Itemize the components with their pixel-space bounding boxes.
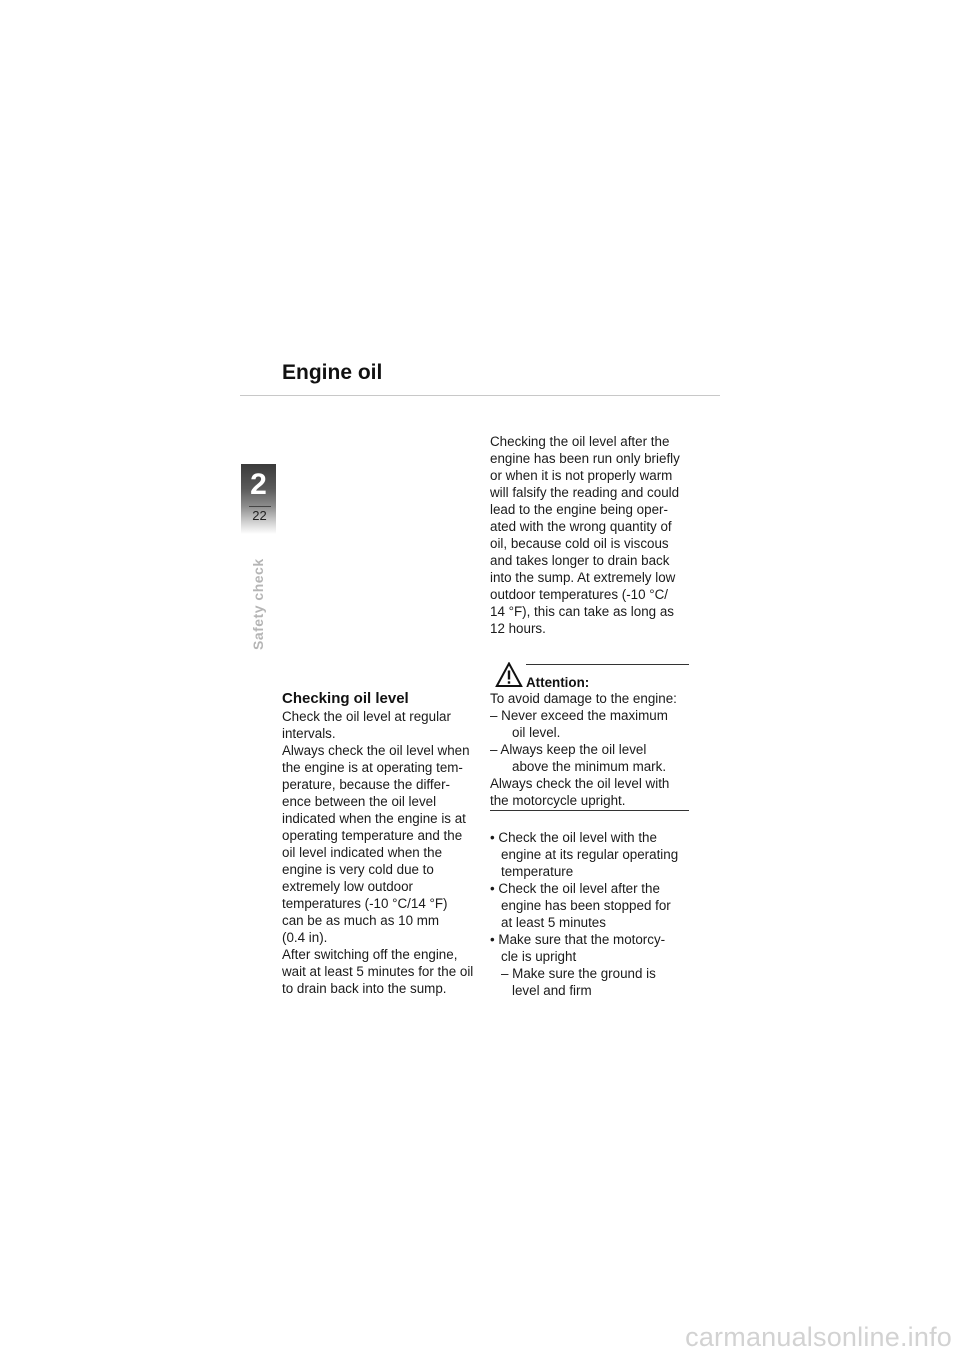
paragraph-line: the engine is at operating tem-	[282, 760, 463, 775]
attention-outro: Always check the oil level with	[490, 776, 670, 791]
paragraph-line: engine has been run only briefly	[490, 451, 680, 466]
sub-list-item: – Make sure the ground is	[501, 966, 656, 981]
watermark: carmanualsonline.info	[685, 1322, 952, 1352]
attention-bottom-rule	[490, 810, 689, 811]
paragraph-line: can be as much as 10 mm	[282, 913, 440, 928]
attention-label: Attention:	[526, 675, 590, 690]
list-item-cont: engine at its regular operating	[501, 847, 679, 862]
paragraph-line: After switching off the engine,	[282, 947, 458, 962]
paragraph-line: ated with the wrong quantity of	[490, 519, 672, 534]
list-item-cont: cle is upright	[501, 949, 577, 964]
paragraph-line: ence between the oil level	[282, 794, 437, 809]
section-heading: Checking oil level	[282, 690, 409, 707]
paragraph-line: Checking the oil level after the	[490, 434, 670, 449]
attention-body	[490, 690, 690, 809]
attention-top-rule	[526, 664, 689, 665]
paragraph-line: will falsify the reading and could	[490, 485, 680, 500]
list-item-cont: at least 5 minutes	[501, 915, 606, 930]
chapter-number: 2	[250, 468, 267, 501]
section-side-label: Safety check	[250, 558, 266, 650]
paragraph-line: Always check the oil level when	[282, 743, 470, 758]
paragraph-line: intervals.	[282, 726, 336, 741]
paragraph-line: wait at least 5 minutes for the oil	[282, 964, 474, 979]
paragraph-line: engine is very cold due to	[282, 862, 434, 877]
paragraph-line: outdoor temperatures (-10 °C/	[490, 587, 669, 602]
paragraph-line: 14 °F), this can take as long as	[490, 604, 674, 619]
list-item-cont: temperature	[501, 864, 574, 879]
paragraph-line: oil, because cold oil is viscous	[490, 536, 669, 551]
attention-outro: the motorcycle upright.	[490, 793, 626, 808]
paragraph-line: perature, because the differ-	[282, 777, 450, 792]
paragraph-line: extremely low outdoor	[282, 879, 413, 894]
right-column-paragraph	[490, 433, 690, 637]
paragraph-line: or when it is not properly warm	[490, 468, 673, 483]
list-item: • Check the oil level with the	[490, 830, 657, 845]
page-number: 22	[252, 508, 267, 523]
paragraph-line: 12 hours.	[490, 621, 546, 636]
page-title: Engine oil	[282, 361, 383, 384]
paragraph-line: oil level indicated when the	[282, 845, 443, 860]
warning-triangle-icon	[495, 662, 523, 688]
attention-intro: To avoid damage to the engine:	[490, 691, 677, 706]
attention-item: – Always keep the oil level	[490, 742, 647, 757]
steps-list	[490, 829, 690, 999]
paragraph-line: indicated when the engine is at	[282, 811, 466, 826]
attention-item-cont: above the minimum mark.	[512, 759, 667, 774]
left-column	[282, 690, 482, 997]
list-item: • Make sure that the motorcy-	[490, 932, 666, 947]
list-item: • Check the oil level after the	[490, 881, 660, 896]
attention-item-cont: oil level.	[512, 725, 561, 740]
paragraph-line: temperatures (-10 °C/14 °F)	[282, 896, 448, 911]
sub-list-item-cont: level and firm	[512, 983, 592, 998]
title-rule	[240, 395, 720, 396]
paragraph-line: lead to the engine being oper-	[490, 502, 668, 517]
paragraph-line: Check the oil level at regular	[282, 709, 451, 724]
chapter-tab-rule	[249, 506, 271, 507]
paragraph-line: (0.4 in).	[282, 930, 328, 945]
list-item-cont: engine has been stopped for	[501, 898, 671, 913]
attention-item: – Never exceed the maximum	[490, 708, 668, 723]
paragraph-line: to drain back into the sump.	[282, 981, 447, 996]
paragraph-line: operating temperature and the	[282, 828, 463, 843]
chapter-tab	[241, 464, 276, 534]
paragraph-line: into the sump. At extremely low	[490, 570, 676, 585]
paragraph-line: and takes longer to drain back	[490, 553, 670, 568]
